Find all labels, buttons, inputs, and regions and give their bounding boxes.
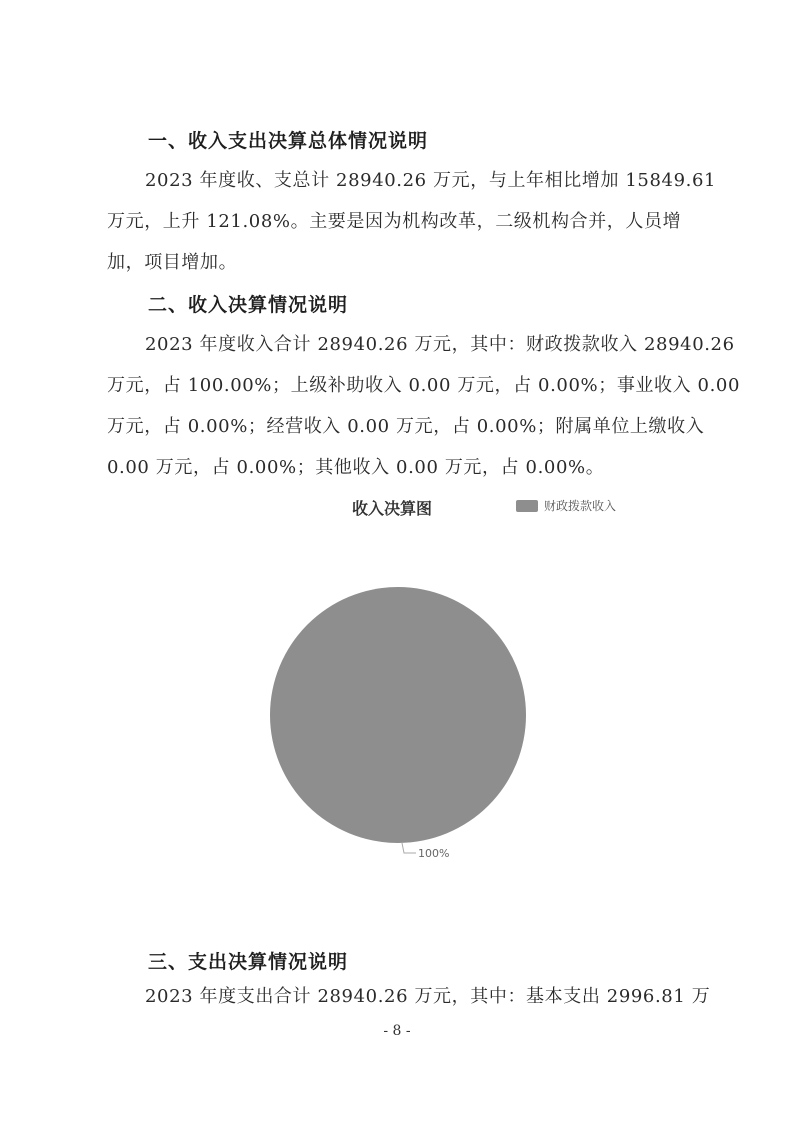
legend-swatch xyxy=(516,500,538,512)
chart-legend xyxy=(516,497,616,514)
income-pie-chart xyxy=(260,575,540,875)
paragraph-line: 2023 年度支出合计 28940.26 万元，其中：基本支出 2996.81 万 xyxy=(145,986,711,1007)
legend-label: 财政拨款收入 xyxy=(544,499,617,513)
paragraph-line: 2023 年度收入合计 28940.26 万元，其中：财政拨款收入 28940.26 xyxy=(145,334,735,355)
pie-data-label: 100% xyxy=(418,847,450,860)
paragraph-line: 2023 年度收、支总计 28940.26 万元，与上年相比增加 15849.61 xyxy=(145,170,717,191)
pie-label-leader-line xyxy=(402,843,416,853)
section-3-heading: 三、支出决算情况说明 xyxy=(148,951,349,973)
section-2-heading: 二、收入决算情况说明 xyxy=(148,294,349,316)
paragraph-line: 万元，上升 121.08%。主要是因为机构改革，二级机构合并，人员增 xyxy=(107,211,682,232)
paragraph-line: 万元，占 0.00%；经营收入 0.00 万元，占 0.00%；附属单位上缴收入 xyxy=(107,416,705,437)
section-2-paragraph xyxy=(107,324,741,488)
section-1-heading: 一、收入支出决算总体情况说明 xyxy=(148,130,429,152)
paragraph-line: 加，项目增加。 xyxy=(107,252,238,273)
paragraph-line: 0.00 万元，占 0.00%；其他收入 0.00 万元，占 0.00%。 xyxy=(107,457,605,478)
chart-title: 收入决算图 xyxy=(352,499,433,518)
page-number: - 8 - xyxy=(383,1023,411,1039)
section-3-paragraph xyxy=(107,976,711,1017)
paragraph-line: 万元，占 100.00%；上级补助收入 0.00 万元，占 0.00%；事业收入 0.00 xyxy=(107,375,741,396)
pie-slice-fiscal-appropriation xyxy=(270,587,526,843)
section-1-paragraph xyxy=(107,160,717,283)
